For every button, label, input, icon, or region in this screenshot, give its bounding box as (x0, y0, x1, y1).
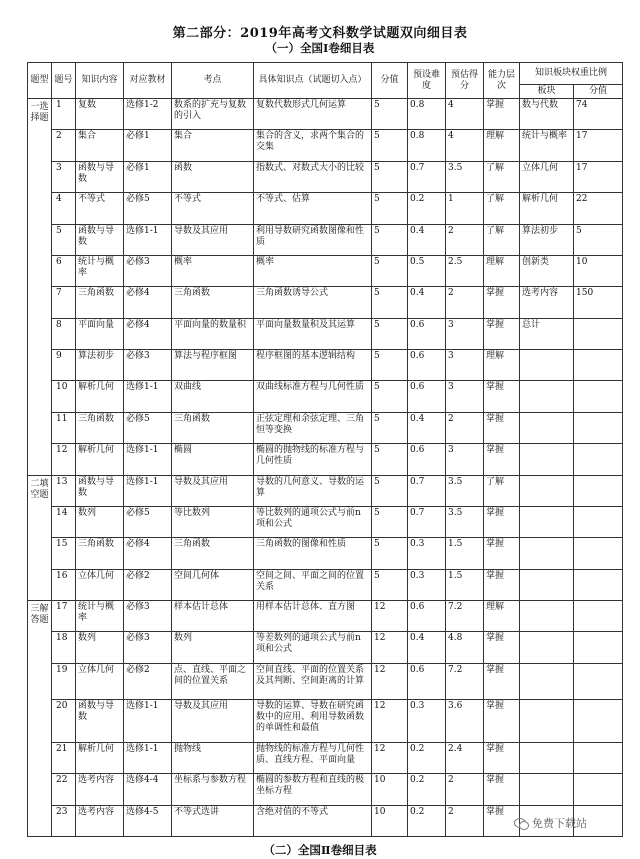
cell-difficulty: 0.7 (408, 161, 446, 192)
section-label: 二填空题 (28, 475, 52, 601)
cell-score: 12 (372, 699, 408, 742)
cell-content: 复数 (76, 99, 124, 130)
cell-level: 理解 (484, 350, 520, 381)
cell-score: 12 (372, 632, 408, 663)
cell-detail: 椭圆的抛物线的标准方程与几何性质 (254, 444, 372, 475)
cell-level: 掌握 (484, 99, 520, 130)
cell-detail: 导数的运算、导数在研究函数中的应用、利用导数函数的单调性和最值 (254, 699, 372, 742)
cell-estimate: 1 (446, 193, 484, 224)
cell-estimate: 3 (446, 350, 484, 381)
cell-level: 掌握 (484, 506, 520, 537)
cell-difficulty: 0.7 (408, 506, 446, 537)
watermark-text: 免费下载站 (532, 817, 587, 830)
cell-point: 平面向量的数量积 (172, 318, 254, 349)
cell-estimate: 3 (446, 444, 484, 475)
cell-block (520, 699, 574, 742)
cell-difficulty: 0.4 (408, 287, 446, 318)
cell-estimate: 3.5 (446, 475, 484, 506)
cell-estimate: 3 (446, 381, 484, 412)
table-row (28, 161, 623, 192)
table-row (28, 224, 623, 255)
cell-score: 5 (372, 475, 408, 506)
cell-level: 掌握 (484, 774, 520, 805)
cell-score: 5 (372, 444, 408, 475)
cell-estimate: 2.4 (446, 742, 484, 773)
cell-point: 等比数列 (172, 506, 254, 537)
cell-score: 5 (372, 161, 408, 192)
cell-num: 18 (52, 632, 76, 663)
cell-block-score: 74 (574, 99, 623, 130)
cell-num: 9 (52, 350, 76, 381)
cell-num: 11 (52, 412, 76, 443)
cell-block-score: 22 (574, 193, 623, 224)
cell-level: 掌握 (484, 287, 520, 318)
next-section-title: （二）全国Ⅱ卷细目表 (263, 843, 377, 857)
cell-textbook: 必修3 (124, 255, 172, 286)
cell-detail: 空间直线、平面的位置关系及其判断、空间距离的计算 (254, 663, 372, 699)
cell-block (520, 601, 574, 632)
cell-difficulty: 0.6 (408, 663, 446, 699)
table-row (28, 663, 623, 699)
cell-block-score (574, 475, 623, 506)
cell-estimate: 2 (446, 287, 484, 318)
cell-block-score (574, 350, 623, 381)
cell-difficulty: 0.4 (408, 632, 446, 663)
cell-content: 统计与概率 (76, 255, 124, 286)
cell-detail: 利用导数研究函数图像和性质 (254, 224, 372, 255)
cell-block-score (574, 601, 623, 632)
cell-textbook: 选修4-4 (124, 774, 172, 805)
cell-detail: 集合的含义，求两个集合的交集 (254, 130, 372, 161)
cell-block-score (574, 569, 623, 600)
cell-estimate: 4 (446, 130, 484, 161)
cell-level: 了解 (484, 161, 520, 192)
cell-textbook: 必修3 (124, 601, 172, 632)
cell-num: 13 (52, 475, 76, 506)
cell-estimate: 2 (446, 774, 484, 805)
cell-num: 4 (52, 193, 76, 224)
cell-detail: 等差数列的通项公式与前n项和公式 (254, 632, 372, 663)
cell-block-score (574, 318, 623, 349)
cell-level: 掌握 (484, 699, 520, 742)
cell-block: 统计与概率 (520, 130, 574, 161)
table-row (28, 699, 623, 742)
cell-block: 算法初步 (520, 224, 574, 255)
cell-textbook: 选修1-1 (124, 444, 172, 475)
cell-block-score (574, 538, 623, 569)
cell-level: 掌握 (484, 538, 520, 569)
cell-block-score: 17 (574, 161, 623, 192)
cell-content: 解析几何 (76, 381, 124, 412)
table-row (28, 381, 623, 412)
cell-level: 理解 (484, 255, 520, 286)
cell-content: 不等式 (76, 193, 124, 224)
cell-content: 三角函数 (76, 287, 124, 318)
cell-num: 1 (52, 99, 76, 130)
cell-estimate: 1.5 (446, 538, 484, 569)
cell-score: 5 (372, 538, 408, 569)
table-row (28, 99, 623, 130)
cell-content: 三角函数 (76, 538, 124, 569)
cell-content: 数列 (76, 632, 124, 663)
cell-content: 数列 (76, 506, 124, 537)
cell-point: 导数及其应用 (172, 699, 254, 742)
cell-level: 掌握 (484, 444, 520, 475)
cell-level: 理解 (484, 601, 520, 632)
table-row (28, 412, 623, 443)
header-block-name: 板块 (520, 85, 574, 99)
cell-num: 21 (52, 742, 76, 773)
cell-difficulty: 0.6 (408, 318, 446, 349)
cell-score: 12 (372, 742, 408, 773)
cell-score: 10 (372, 805, 408, 836)
cell-detail: 导数的几何意义、导数的运算 (254, 475, 372, 506)
cell-num: 12 (52, 444, 76, 475)
cell-point: 不等式选讲 (172, 805, 254, 836)
cell-difficulty: 0.8 (408, 130, 446, 161)
cell-num: 3 (52, 161, 76, 192)
table-row (28, 350, 623, 381)
cell-textbook: 必修5 (124, 193, 172, 224)
table-row (28, 475, 623, 506)
cell-detail: 空间之间、平面之间的位置关系 (254, 569, 372, 600)
cell-level: 掌握 (484, 805, 520, 836)
cell-block: 总计 (520, 318, 574, 349)
cell-point: 三角函数 (172, 287, 254, 318)
cell-textbook: 必修2 (124, 569, 172, 600)
header-type: 题型 (28, 63, 52, 99)
cell-textbook: 必修5 (124, 412, 172, 443)
cell-block (520, 538, 574, 569)
cell-content: 选考内容 (76, 805, 124, 836)
cell-textbook: 选修1-1 (124, 381, 172, 412)
cell-block-score (574, 632, 623, 663)
cell-block: 创新类 (520, 255, 574, 286)
cell-difficulty: 0.3 (408, 569, 446, 600)
table-row (28, 287, 623, 318)
page-title: 第二部分：2019年高考文科数学试题双向细目表 (172, 26, 468, 41)
cell-estimate: 1.5 (446, 569, 484, 600)
cell-level: 掌握 (484, 412, 520, 443)
cell-point: 空间几何体 (172, 569, 254, 600)
cell-point: 抛物线 (172, 742, 254, 773)
cell-point: 集合 (172, 130, 254, 161)
cell-detail: 正弦定理和余弦定理、三角恒等变换 (254, 412, 372, 443)
table-subtitle: （一）全国Ⅰ卷细目表 (265, 41, 375, 55)
cell-block (520, 506, 574, 537)
cell-num: 15 (52, 538, 76, 569)
table-row (28, 742, 623, 773)
cell-detail: 用样本估计总体、直方图 (254, 601, 372, 632)
table-row (28, 601, 623, 632)
cell-estimate: 3.5 (446, 161, 484, 192)
header-level: 能力层次 (484, 63, 520, 99)
cell-textbook: 必修2 (124, 663, 172, 699)
cell-detail: 指数式、对数式大小的比较 (254, 161, 372, 192)
cell-num: 20 (52, 699, 76, 742)
cell-textbook: 选修4-5 (124, 805, 172, 836)
cell-point: 导数及其应用 (172, 224, 254, 255)
cell-difficulty: 0.6 (408, 601, 446, 632)
cell-textbook: 选修1-1 (124, 742, 172, 773)
table-row (28, 774, 623, 805)
cell-block (520, 632, 574, 663)
cell-textbook: 必修4 (124, 287, 172, 318)
section-label: 三解答题 (28, 601, 52, 837)
cell-detail: 平面向量数量积及其运算 (254, 318, 372, 349)
cell-content: 选考内容 (76, 774, 124, 805)
cell-textbook: 选修1-1 (124, 699, 172, 742)
table-row (28, 193, 623, 224)
cell-estimate: 2 (446, 805, 484, 836)
cell-num: 5 (52, 224, 76, 255)
cell-level: 掌握 (484, 381, 520, 412)
cell-estimate: 7.2 (446, 601, 484, 632)
cell-score: 10 (372, 774, 408, 805)
cell-level: 掌握 (484, 569, 520, 600)
cell-score: 5 (372, 350, 408, 381)
cell-content: 函数与导数 (76, 475, 124, 506)
cell-content: 函数与导数 (76, 161, 124, 192)
cell-block-score (574, 742, 623, 773)
cell-detail: 抛物线的标准方程与几何性质、直线方程、平面向量 (254, 742, 372, 773)
cell-point: 样本估计总体 (172, 601, 254, 632)
cell-detail: 概率 (254, 255, 372, 286)
cell-block-score (574, 444, 623, 475)
cell-point: 三角函数 (172, 412, 254, 443)
cell-block-score (574, 774, 623, 805)
cell-difficulty: 0.7 (408, 475, 446, 506)
cell-difficulty: 0.2 (408, 193, 446, 224)
cell-content: 集合 (76, 130, 124, 161)
table-row (28, 569, 623, 600)
cell-score: 5 (372, 506, 408, 537)
cell-content: 立体几何 (76, 663, 124, 699)
header-textbook: 对应教材 (124, 63, 172, 99)
cell-content: 平面向量 (76, 318, 124, 349)
cell-block-score: 17 (574, 130, 623, 161)
watermark (514, 815, 587, 831)
cell-score: 5 (372, 287, 408, 318)
cell-num: 23 (52, 805, 76, 836)
cell-textbook: 必修3 (124, 632, 172, 663)
cell-block-score: 5 (574, 224, 623, 255)
table-row (28, 255, 623, 286)
cell-num: 17 (52, 601, 76, 632)
cell-difficulty: 0.6 (408, 444, 446, 475)
table-row (28, 444, 623, 475)
cell-detail: 程序框图的基本逻辑结构 (254, 350, 372, 381)
cell-level: 掌握 (484, 632, 520, 663)
cell-difficulty: 0.4 (408, 412, 446, 443)
cell-num: 7 (52, 287, 76, 318)
cell-content: 立体几何 (76, 569, 124, 600)
cell-score: 12 (372, 663, 408, 699)
cell-textbook: 必修1 (124, 130, 172, 161)
cell-score: 5 (372, 381, 408, 412)
table-row (28, 318, 623, 349)
cell-num: 2 (52, 130, 76, 161)
cell-score: 12 (372, 601, 408, 632)
cell-block (520, 381, 574, 412)
cell-point: 坐标系与参数方程 (172, 774, 254, 805)
cell-textbook: 选修1-2 (124, 99, 172, 130)
cell-textbook: 必修1 (124, 161, 172, 192)
header-detail: 具体知识点（试题切入点） (254, 63, 372, 99)
cell-point: 函数 (172, 161, 254, 192)
cell-difficulty: 0.5 (408, 255, 446, 286)
cell-difficulty: 0.6 (408, 381, 446, 412)
cell-num: 10 (52, 381, 76, 412)
cell-level: 了解 (484, 475, 520, 506)
cell-block: 立体几何 (520, 161, 574, 192)
cell-estimate: 3.6 (446, 699, 484, 742)
cell-block-score (574, 381, 623, 412)
cell-detail: 三角函数的图像和性质 (254, 538, 372, 569)
cell-textbook: 必修3 (124, 350, 172, 381)
header-block: 知识板块权重比例 (520, 63, 623, 85)
header-content: 知识内容 (76, 63, 124, 99)
cell-num: 22 (52, 774, 76, 805)
cell-block-score (574, 699, 623, 742)
cell-difficulty: 0.2 (408, 774, 446, 805)
cell-block-score (574, 412, 623, 443)
cell-textbook: 必修4 (124, 538, 172, 569)
header-estimate: 预估得分 (446, 63, 484, 99)
cell-score: 5 (372, 255, 408, 286)
header-num: 题号 (52, 63, 76, 99)
cell-point: 不等式 (172, 193, 254, 224)
header-block-score: 分值 (574, 85, 623, 99)
cell-estimate: 7.2 (446, 663, 484, 699)
cell-content: 三角函数 (76, 412, 124, 443)
cell-score: 5 (372, 318, 408, 349)
table-row (28, 506, 623, 537)
cell-block (520, 742, 574, 773)
header-difficulty: 预设难度 (408, 63, 446, 99)
cell-content: 函数与导数 (76, 224, 124, 255)
cell-estimate: 2 (446, 224, 484, 255)
cell-textbook: 选修1-1 (124, 224, 172, 255)
cell-num: 6 (52, 255, 76, 286)
cell-estimate: 3.5 (446, 506, 484, 537)
cell-block-score (574, 506, 623, 537)
cell-estimate: 4 (446, 99, 484, 130)
cell-block: 选考内容 (520, 287, 574, 318)
cell-block (520, 663, 574, 699)
cell-textbook: 必修4 (124, 318, 172, 349)
cell-block (520, 569, 574, 600)
wechat-icon (514, 817, 528, 829)
cell-point: 概率 (172, 255, 254, 286)
cell-point: 导数及其应用 (172, 475, 254, 506)
cell-block: 数与代数 (520, 99, 574, 130)
cell-detail: 双曲线标准方程与几何性质 (254, 381, 372, 412)
cell-point: 数列 (172, 632, 254, 663)
cell-level: 理解 (484, 130, 520, 161)
cell-score: 5 (372, 130, 408, 161)
cell-score: 5 (372, 99, 408, 130)
cell-textbook: 选修1-1 (124, 475, 172, 506)
cell-block-score (574, 663, 623, 699)
header-score: 分值 (372, 63, 408, 99)
cell-difficulty: 0.2 (408, 742, 446, 773)
cell-content: 统计与概率 (76, 601, 124, 632)
cell-point: 点、直线、平面之间的位置关系 (172, 663, 254, 699)
cell-point: 椭圆 (172, 444, 254, 475)
cell-level: 了解 (484, 224, 520, 255)
cell-detail: 椭圆的参数方程和直线的极坐标方程 (254, 774, 372, 805)
cell-textbook: 必修5 (124, 506, 172, 537)
cell-score: 5 (372, 569, 408, 600)
cell-level: 掌握 (484, 742, 520, 773)
cell-num: 16 (52, 569, 76, 600)
table-row (28, 130, 623, 161)
cell-num: 8 (52, 318, 76, 349)
cell-block (520, 475, 574, 506)
cell-content: 解析几何 (76, 742, 124, 773)
cell-block: 解析几何 (520, 193, 574, 224)
cell-level: 了解 (484, 193, 520, 224)
cell-difficulty: 0.2 (408, 805, 446, 836)
cell-point: 三角函数 (172, 538, 254, 569)
cell-difficulty: 0.3 (408, 699, 446, 742)
cell-difficulty: 0.3 (408, 538, 446, 569)
cell-block (520, 774, 574, 805)
cell-content: 函数与导数 (76, 699, 124, 742)
cell-block-score: 10 (574, 255, 623, 286)
cell-detail: 三角函数诱导公式 (254, 287, 372, 318)
section-label: 一选择题 (28, 99, 52, 476)
table-row (28, 538, 623, 569)
header-point: 考点 (172, 63, 254, 99)
cell-difficulty: 0.8 (408, 99, 446, 130)
cell-block-score: 150 (574, 287, 623, 318)
cell-point: 数系的扩充与复数的引入 (172, 99, 254, 130)
cell-detail: 等比数列的通项公式与前n项和公式 (254, 506, 372, 537)
cell-score: 5 (372, 412, 408, 443)
cell-estimate: 2 (446, 412, 484, 443)
cell-level: 掌握 (484, 318, 520, 349)
cell-num: 14 (52, 506, 76, 537)
cell-detail: 不等式、估算 (254, 193, 372, 224)
cell-block (520, 350, 574, 381)
cell-estimate: 3 (446, 318, 484, 349)
cell-difficulty: 0.6 (408, 350, 446, 381)
table-row (28, 632, 623, 663)
cell-block (520, 412, 574, 443)
cell-num: 19 (52, 663, 76, 699)
cell-point: 双曲线 (172, 381, 254, 412)
cell-detail: 含绝对值的不等式 (254, 805, 372, 836)
cell-point: 算法与程序框图 (172, 350, 254, 381)
cell-score: 5 (372, 224, 408, 255)
cell-score: 5 (372, 193, 408, 224)
cell-difficulty: 0.4 (408, 224, 446, 255)
cell-detail: 复数代数形式几何运算 (254, 99, 372, 130)
cell-content: 算法初步 (76, 350, 124, 381)
cell-estimate: 4.8 (446, 632, 484, 663)
cell-level: 掌握 (484, 663, 520, 699)
cell-estimate: 2.5 (446, 255, 484, 286)
cell-content: 解析几何 (76, 444, 124, 475)
cell-block (520, 444, 574, 475)
detail-table (27, 62, 623, 837)
